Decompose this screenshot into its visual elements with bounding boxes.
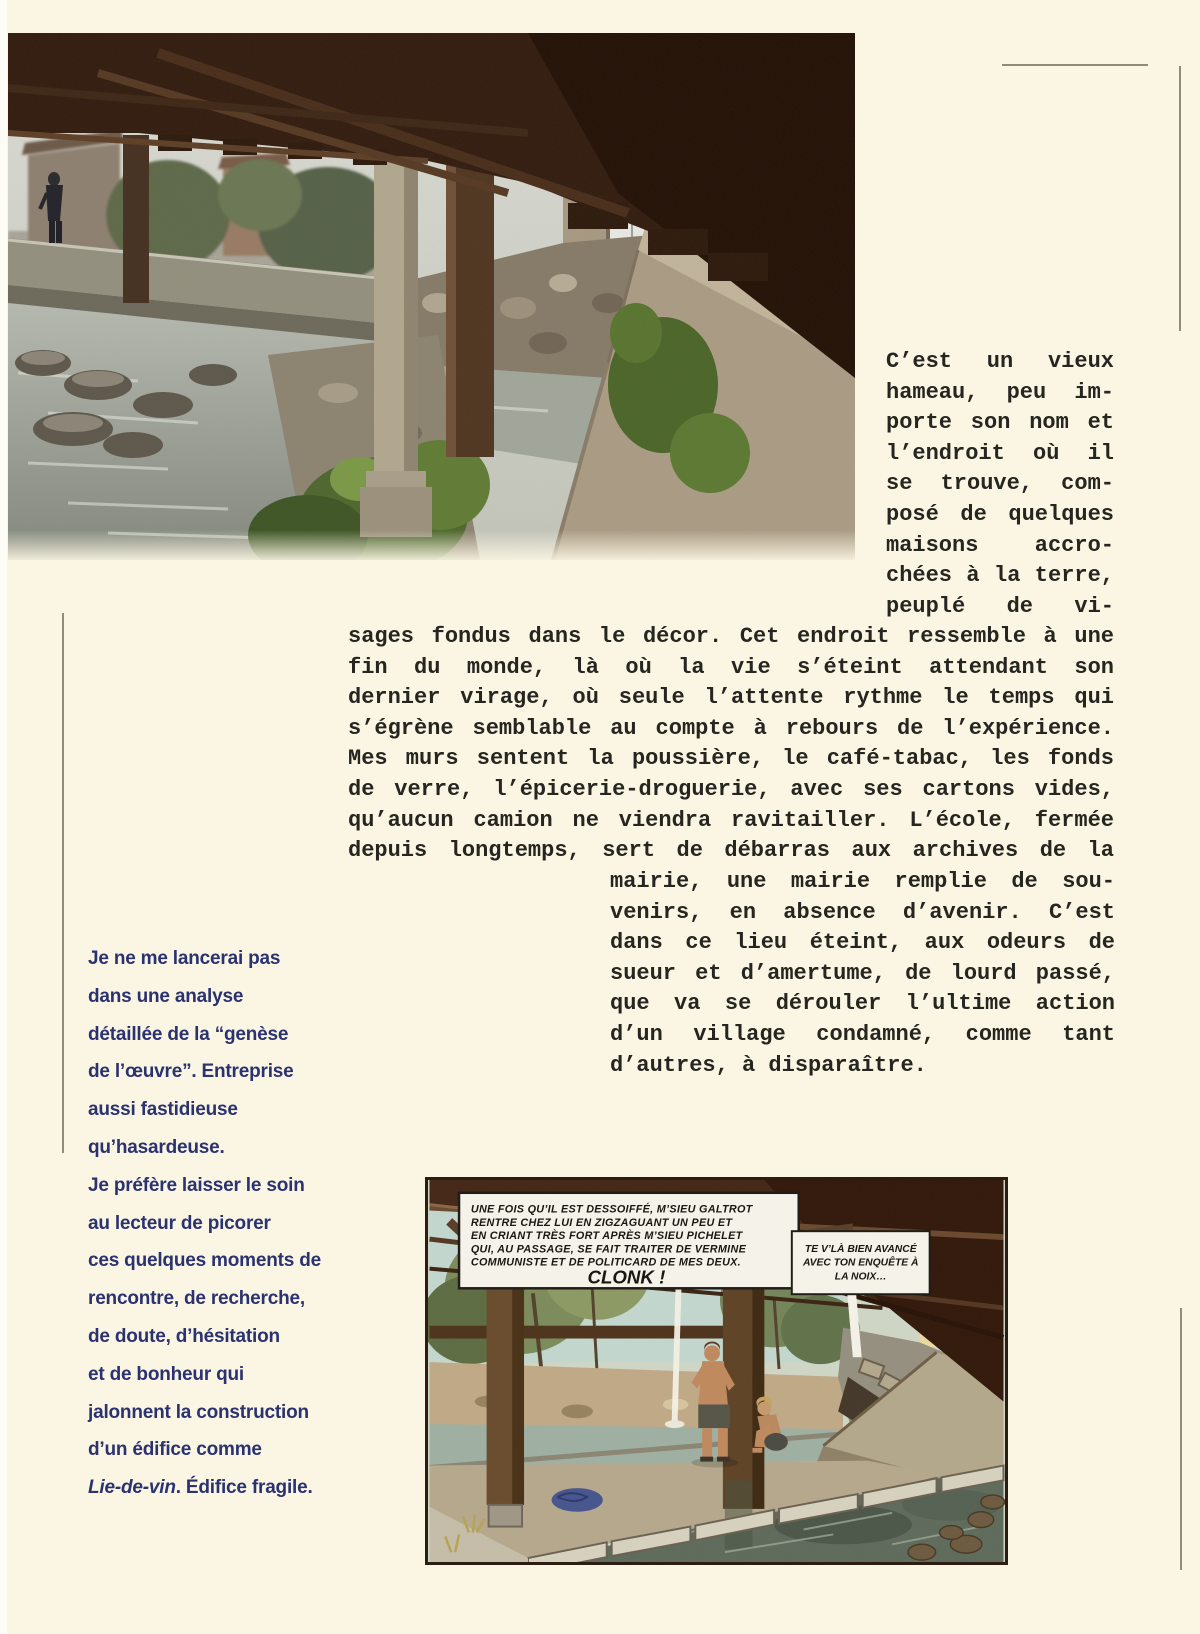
caption-line: QUI, AU PASSAGE, SE FAIT TRAITER DE VERMINE: [470, 1243, 747, 1256]
decorative-rule-top-horizontal: [1002, 64, 1148, 66]
margin-note-line: Je ne me lancerai pas: [88, 948, 281, 969]
caption-line: UNE FOIS QU’IL EST DESSOIFFÉ, M’SIEU GALTROT: [470, 1203, 753, 1216]
body-text-line: hameau, peu im-: [886, 379, 1114, 405]
body-text-line: d’autres, à disparaître.: [610, 1052, 927, 1078]
margin-note-line: détaillée de la “genèse: [88, 1023, 289, 1045]
bubble-line: AVEC TON ENQUÊTE À: [802, 1257, 919, 1269]
margin-note-line: au lecteur de picorer: [88, 1212, 271, 1234]
body-text-line: sages fondus dans le décor. Cet endroit ressemble à une: [348, 624, 1114, 649]
body-text-line: se trouve, com-: [886, 471, 1114, 497]
body-text-wide-column: [348, 622, 1114, 867]
body-text-line: Mes murs sentent la poussière, le café-tabac, les fonds: [348, 746, 1114, 772]
bubble-line: TE V’LÀ BIEN AVANCÉ: [804, 1243, 917, 1255]
body-text-line: de verre, l’épicerie-droguerie, avec ses cartons vides,: [348, 776, 1114, 802]
body-text-line: peuplé de vi-: [886, 593, 1114, 619]
decorative-rule-left-vertical: [62, 613, 64, 1153]
body-text-line: porte son nom et: [886, 410, 1114, 436]
body-text-line: C’est un vieux: [886, 349, 1114, 374]
decorative-rule-top-vertical: [1179, 66, 1181, 331]
margin-note-line: de l’œuvre”. Entreprise: [88, 1061, 294, 1083]
body-text-indented-column: [610, 867, 1115, 1081]
margin-note-line: aussi fastidieuse: [88, 1099, 238, 1121]
body-text-line: dans ce lieu éteint, aux odeurs de: [610, 930, 1115, 956]
bubble-line: LA NOIX…: [834, 1271, 887, 1283]
comic-grain: [430, 1180, 1004, 1562]
caption-line: RENTRE CHEZ LUI EN ZIGZAGUANT UN PEU ET: [470, 1216, 733, 1229]
decorative-rule-bottom-vertical: [1180, 1308, 1182, 1570]
body-text-line: dernier virage, où seule l’attente rythme le temps qui: [348, 685, 1114, 711]
body-text-line: qu’aucun camion ne viendra ravitailler. L’école, fermée: [348, 807, 1114, 833]
body-text-line: d’un village condamné, comme tant: [610, 1021, 1115, 1047]
caption-line: COMMUNISTE ET DE POLITICARD DE MES DEUX.: [470, 1256, 741, 1269]
body-text-narrow-column: [886, 347, 1114, 622]
margin-note-line: d’un édifice comme: [88, 1439, 262, 1461]
book-title: Lie-de-vin: [88, 1477, 176, 1499]
body-text-line: fin du monde, là où la vie s’éteint attendant son: [348, 654, 1114, 680]
body-text-line: que va se dérouler l’ultime action: [610, 991, 1115, 1017]
body-text-line: l’endroit où il: [886, 440, 1114, 466]
lavoir-photograph: [8, 33, 855, 560]
comic-panel: [425, 1177, 1008, 1565]
page-edge: [0, 0, 7, 1634]
sfx-clonk: CLONK !: [587, 1266, 666, 1288]
body-text-line: s’égrène semblable au compte à rebours de l’expérience.: [348, 715, 1114, 741]
body-text-line: sueur et d’amertume, de lourd passé,: [610, 960, 1115, 986]
body-text-line: chées à la terre,: [886, 563, 1114, 589]
margin-note-line: jalonnent la construction: [88, 1401, 309, 1423]
margin-note-line: et de bonheur qui: [88, 1363, 244, 1385]
photo-grain: [8, 33, 855, 560]
margin-note-line: ces quelques moments de: [88, 1250, 321, 1272]
margin-note-line: dans une analyse: [88, 985, 244, 1007]
margin-note-line-end: . Édifice fragile.: [175, 1477, 313, 1499]
body-text-line: depuis longtemps, sert de débarras aux archives de la: [348, 838, 1114, 864]
margin-note-line: rencontre, de recherche,: [88, 1288, 305, 1310]
margin-note-line: Je préfère laisser le soin: [88, 1174, 305, 1196]
body-text-line: posé de quelques: [886, 501, 1114, 527]
body-text-line: maisons accro-: [886, 532, 1114, 558]
photo-bottom-fade: [8, 530, 855, 560]
body-text-line: venirs, en absence d’avenir. C’est: [610, 899, 1115, 925]
margin-note: [88, 940, 338, 1507]
caption-line: EN CRIANT TRÈS FORT APRÈS M’SIEU PICHELET: [470, 1230, 743, 1243]
margin-note-line-last: [88, 1469, 338, 1507]
margin-note-line: qu’hasardeuse.: [88, 1136, 225, 1158]
body-text-line: mairie, une mairie remplie de sou-: [610, 869, 1115, 894]
margin-note-line: de doute, d’hésitation: [88, 1325, 280, 1347]
